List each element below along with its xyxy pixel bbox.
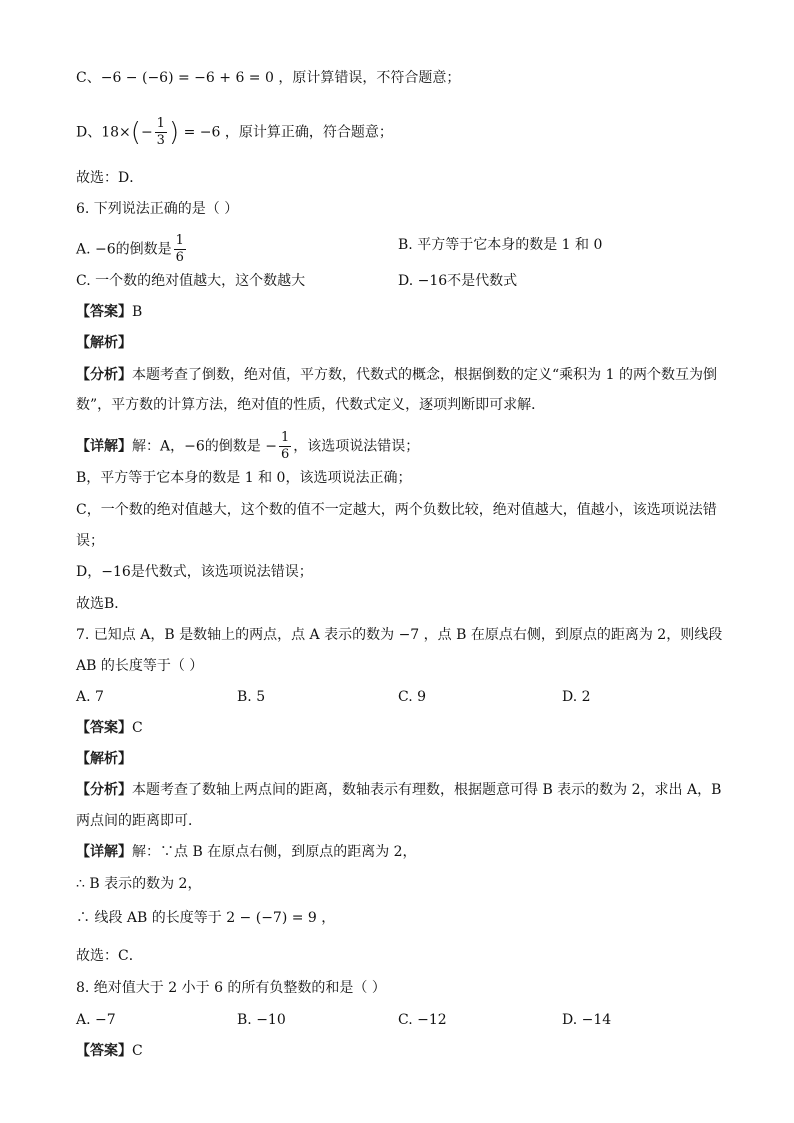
q6-detail-1: 【详解】解：A，−6的倒数是 − $\frac{1}{6}$ ，该选项说法错误；	[76, 430, 420, 462]
q7-option-a: A. 7	[76, 689, 104, 705]
q6-analysis-1: 【分析】本题考查了倒数，绝对值，平方数，代数式的概念，根据倒数的定义“乘积为 1 的两个数互为倒	[76, 367, 717, 383]
choose-d: 故选：D．	[76, 170, 144, 186]
option-d-prefix: D、18×	[76, 124, 131, 141]
option-d-line: D、18×(− $\frac{1}{3}$ ) = −6 ，原计算正确，符合题意；	[76, 116, 393, 148]
fraction: $\frac{1}{3}$	[156, 116, 165, 148]
q6-detail-4: 误；	[76, 533, 104, 549]
q8-option-a: A. −7	[76, 1012, 116, 1028]
q8-answer: 【答案】C	[76, 1043, 143, 1059]
q6-option-b: B. 平方等于它本身的数是 1 和 0	[398, 237, 603, 253]
q6-detail-6: 故选B．	[76, 596, 129, 612]
q7-analysis-heading: 【解析】	[76, 751, 132, 767]
q7-answer: 【答案】C	[76, 720, 143, 736]
q6-analysis-heading: 【解析】	[76, 335, 132, 351]
question-8: 8. 绝对值大于 2 小于 6 的所有负整数的和是（ ）	[76, 980, 386, 996]
q7-detail-1: 【详解】解：∵点 B 在原点右侧，到原点的距离为 2，	[76, 844, 417, 860]
fraction: $\frac{1}{6}$	[280, 430, 290, 462]
q6-option-a: A. −6的倒数是 $\frac{1}{6}$	[76, 233, 184, 265]
q7-detail-3: ∴ 线段 AB 的长度等于 2 − (−7) = 9 ，	[76, 910, 336, 926]
option-c-line: C、−6 − (−6) = −6 + 6 = 0 ，原计算错误，不符合题意；	[76, 70, 461, 86]
q7-option-c: C. 9	[398, 689, 427, 705]
q8-option-c: C. −12	[398, 1012, 447, 1028]
q7-analysis-2: 两点间的距离即可．	[76, 813, 202, 829]
q7-option-d: D. 2	[562, 689, 591, 705]
q6-analysis-2: 数”，平方数的计算方法，绝对值的性质，代数式定义，逐项判断即可求解．	[76, 397, 546, 413]
q8-option-b: B. −10	[237, 1012, 286, 1028]
q6-answer: 【答案】B	[76, 304, 143, 320]
q7-detail-4: 故选：C．	[76, 948, 143, 964]
question-7-line-2: AB 的长度等于（ ）	[76, 658, 204, 674]
q7-option-b: B. 5	[237, 689, 266, 705]
question-7-line-1: 7. 已知点 A，B 是数轴上的两点，点 A 表示的数为 −7 ，点 B 在原点右侧，到原点的距离为 2，则线段	[76, 627, 723, 643]
q6-detail-2: B，平方等于它本身的数是 1 和 0，该选项说法正确；	[76, 470, 412, 486]
q8-option-d: D. −14	[562, 1012, 612, 1028]
q6-detail-5: D，−16是代数式，该选项说法错误；	[76, 564, 313, 580]
option-d-suffix: = −6 ，原计算正确，符合题意；	[183, 124, 393, 141]
fraction: $\frac{1}{6}$	[175, 233, 184, 265]
q7-detail-2: ∴ B 表示的数为 2，	[76, 876, 202, 892]
q6-option-c: C. 一个数的绝对值越大，这个数越大	[76, 273, 306, 289]
q6-detail-3: C，一个数的绝对值越大，这个数的值不一定越大，两个负数比较，绝对值越大，值越小，该选项说法错	[76, 502, 717, 518]
q7-analysis-1: 【分析】本题考查了数轴上两点间的距离，数轴表示有理数，根据题意可得 B 表示的数为 2，求出 A，B	[76, 782, 722, 798]
q6-option-d: D. −16不是代数式	[398, 273, 518, 289]
question-6: 6. 下列说法正确的是（ ）	[76, 201, 239, 217]
